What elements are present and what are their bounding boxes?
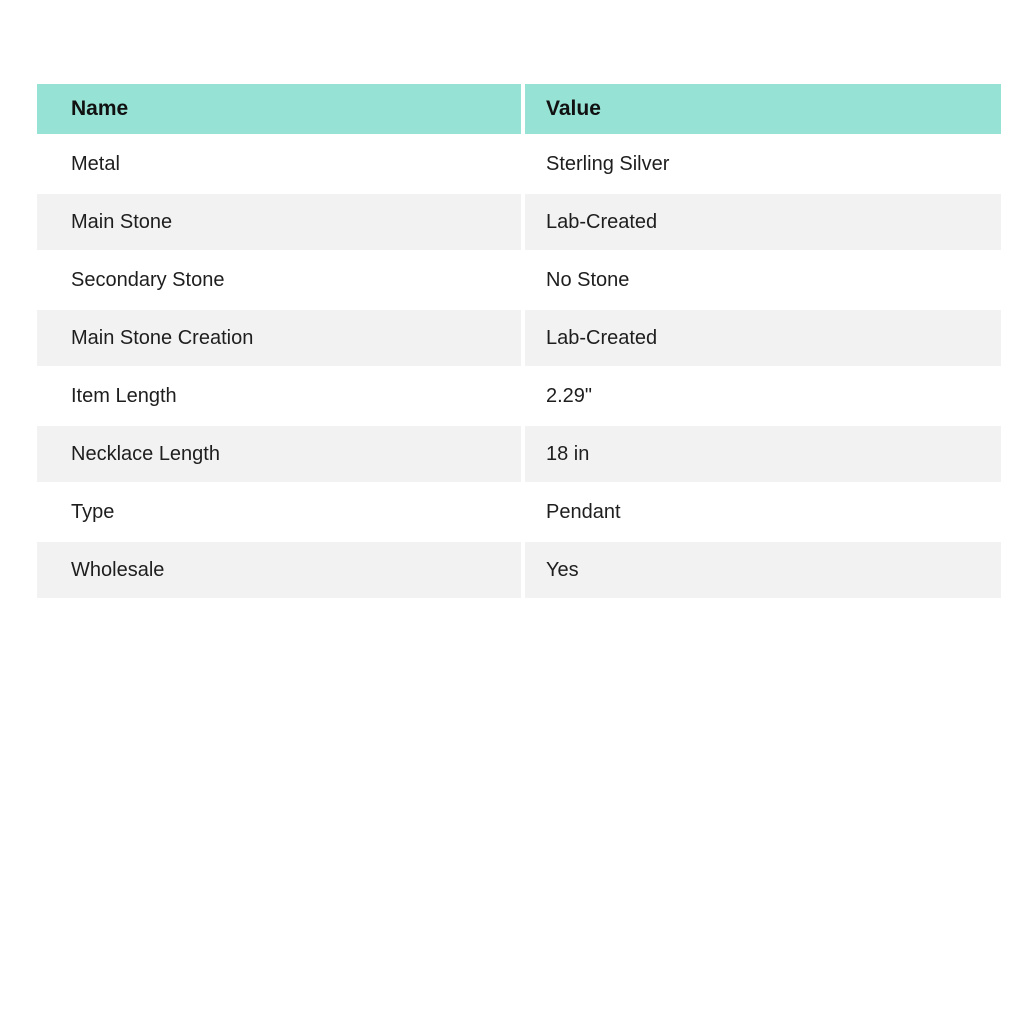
header-cell-name [37, 84, 521, 134]
table-body [37, 136, 1001, 598]
row-value-cell: No Stone [525, 252, 1001, 308]
row-value-cell: Sterling Silver [525, 136, 1001, 192]
row-value-cell: 18 in [525, 426, 1001, 482]
row-name-cell: Type [37, 484, 521, 540]
table-row [37, 368, 1001, 424]
row-value-cell: Pendant [525, 484, 1001, 540]
table-row [37, 136, 1001, 192]
row-value-cell: Lab-Created [525, 194, 1001, 250]
table-row [37, 484, 1001, 540]
header-value-label: Value [546, 97, 601, 120]
table-header-row [37, 84, 1001, 134]
row-name-cell: Main Stone [37, 194, 521, 250]
row-value-cell: 2.29" [525, 368, 1001, 424]
row-name-cell: Main Stone Creation [37, 310, 521, 366]
header-name-label: Name [71, 97, 129, 120]
table-row [37, 252, 1001, 308]
table-row [37, 194, 1001, 250]
row-name-cell: Wholesale [37, 542, 521, 598]
table-row [37, 426, 1001, 482]
row-value-cell: Yes [525, 542, 1001, 598]
row-name-cell: Metal [37, 136, 521, 192]
row-name-cell: Necklace Length [37, 426, 521, 482]
header-cell-value [525, 84, 1001, 134]
table-row [37, 310, 1001, 366]
row-value-cell: Lab-Created [525, 310, 1001, 366]
item-specifics-table [37, 84, 1001, 600]
row-name-cell: Secondary Stone [37, 252, 521, 308]
table-row [37, 542, 1001, 598]
row-name-cell: Item Length [37, 368, 521, 424]
